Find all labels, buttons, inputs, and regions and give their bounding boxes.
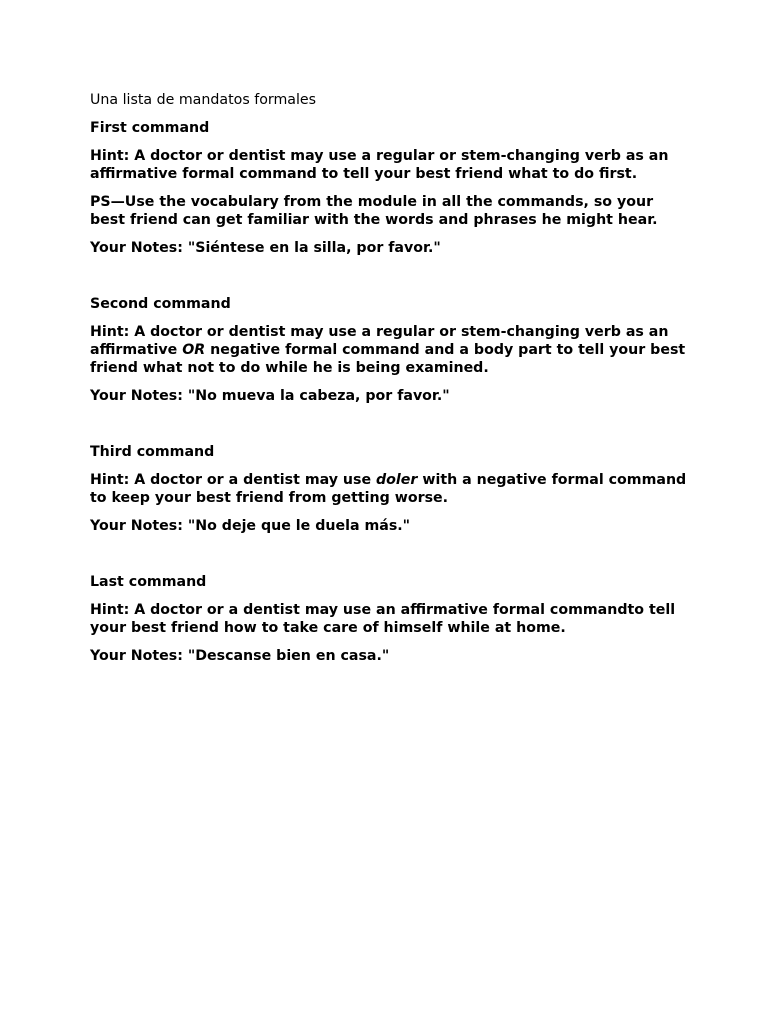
command-section-last	[90, 573, 690, 665]
section-heading: Last command	[90, 574, 207, 590]
document-title: Una lista de mandatos formales	[90, 92, 317, 108]
section-heading: First command	[90, 120, 210, 136]
hint-text-after: negative formal command and a body part to tell your best friend what not to do while he is being examined.	[90, 342, 686, 376]
command-section-second	[90, 295, 690, 405]
section-notes: Your Notes: "Descanse bien en casa."	[90, 648, 390, 664]
section-hint: Hint: A doctor or a dentist may use an affirmative formal commandto tell your best friend how to take care of himself while at home.	[90, 602, 676, 636]
hint-text-before: Hint: A doctor or dentist may use a regular or stem-changing verb as an affirmative	[90, 324, 669, 358]
section-hint: Hint: A doctor or dentist may use a regular or stem-changing verb as an affirmative formal command to tell your best friend what to do first.	[90, 148, 669, 182]
section-notes: Your Notes: "No deje que le duela más."	[90, 518, 411, 534]
section-spacer	[90, 267, 690, 295]
section-hint	[90, 323, 690, 377]
section-heading: Second command	[90, 296, 231, 312]
command-section-third	[90, 443, 690, 535]
section-hint	[90, 471, 690, 507]
section-heading: Third command	[90, 444, 215, 460]
hint-emphasis: OR	[182, 342, 206, 358]
section-spacer	[90, 415, 690, 443]
hint-text-before: Hint: A doctor or a dentist may use	[90, 472, 377, 488]
section-notes: Your Notes: "Siéntese en la silla, por favor."	[90, 240, 441, 256]
section-notes: Your Notes: "No mueva la cabeza, por favor."	[90, 388, 450, 404]
section-ps: PS—Use the vocabulary from the module in all the commands, so your best friend can get familiar with the words and phrases he might hear.	[90, 194, 658, 228]
document-body	[90, 91, 690, 675]
hint-text-after: with a negative formal command to keep your best friend from getting worse.	[90, 472, 687, 506]
section-spacer	[90, 545, 690, 573]
command-section-first	[90, 119, 690, 257]
hint-emphasis: doler	[376, 472, 418, 488]
